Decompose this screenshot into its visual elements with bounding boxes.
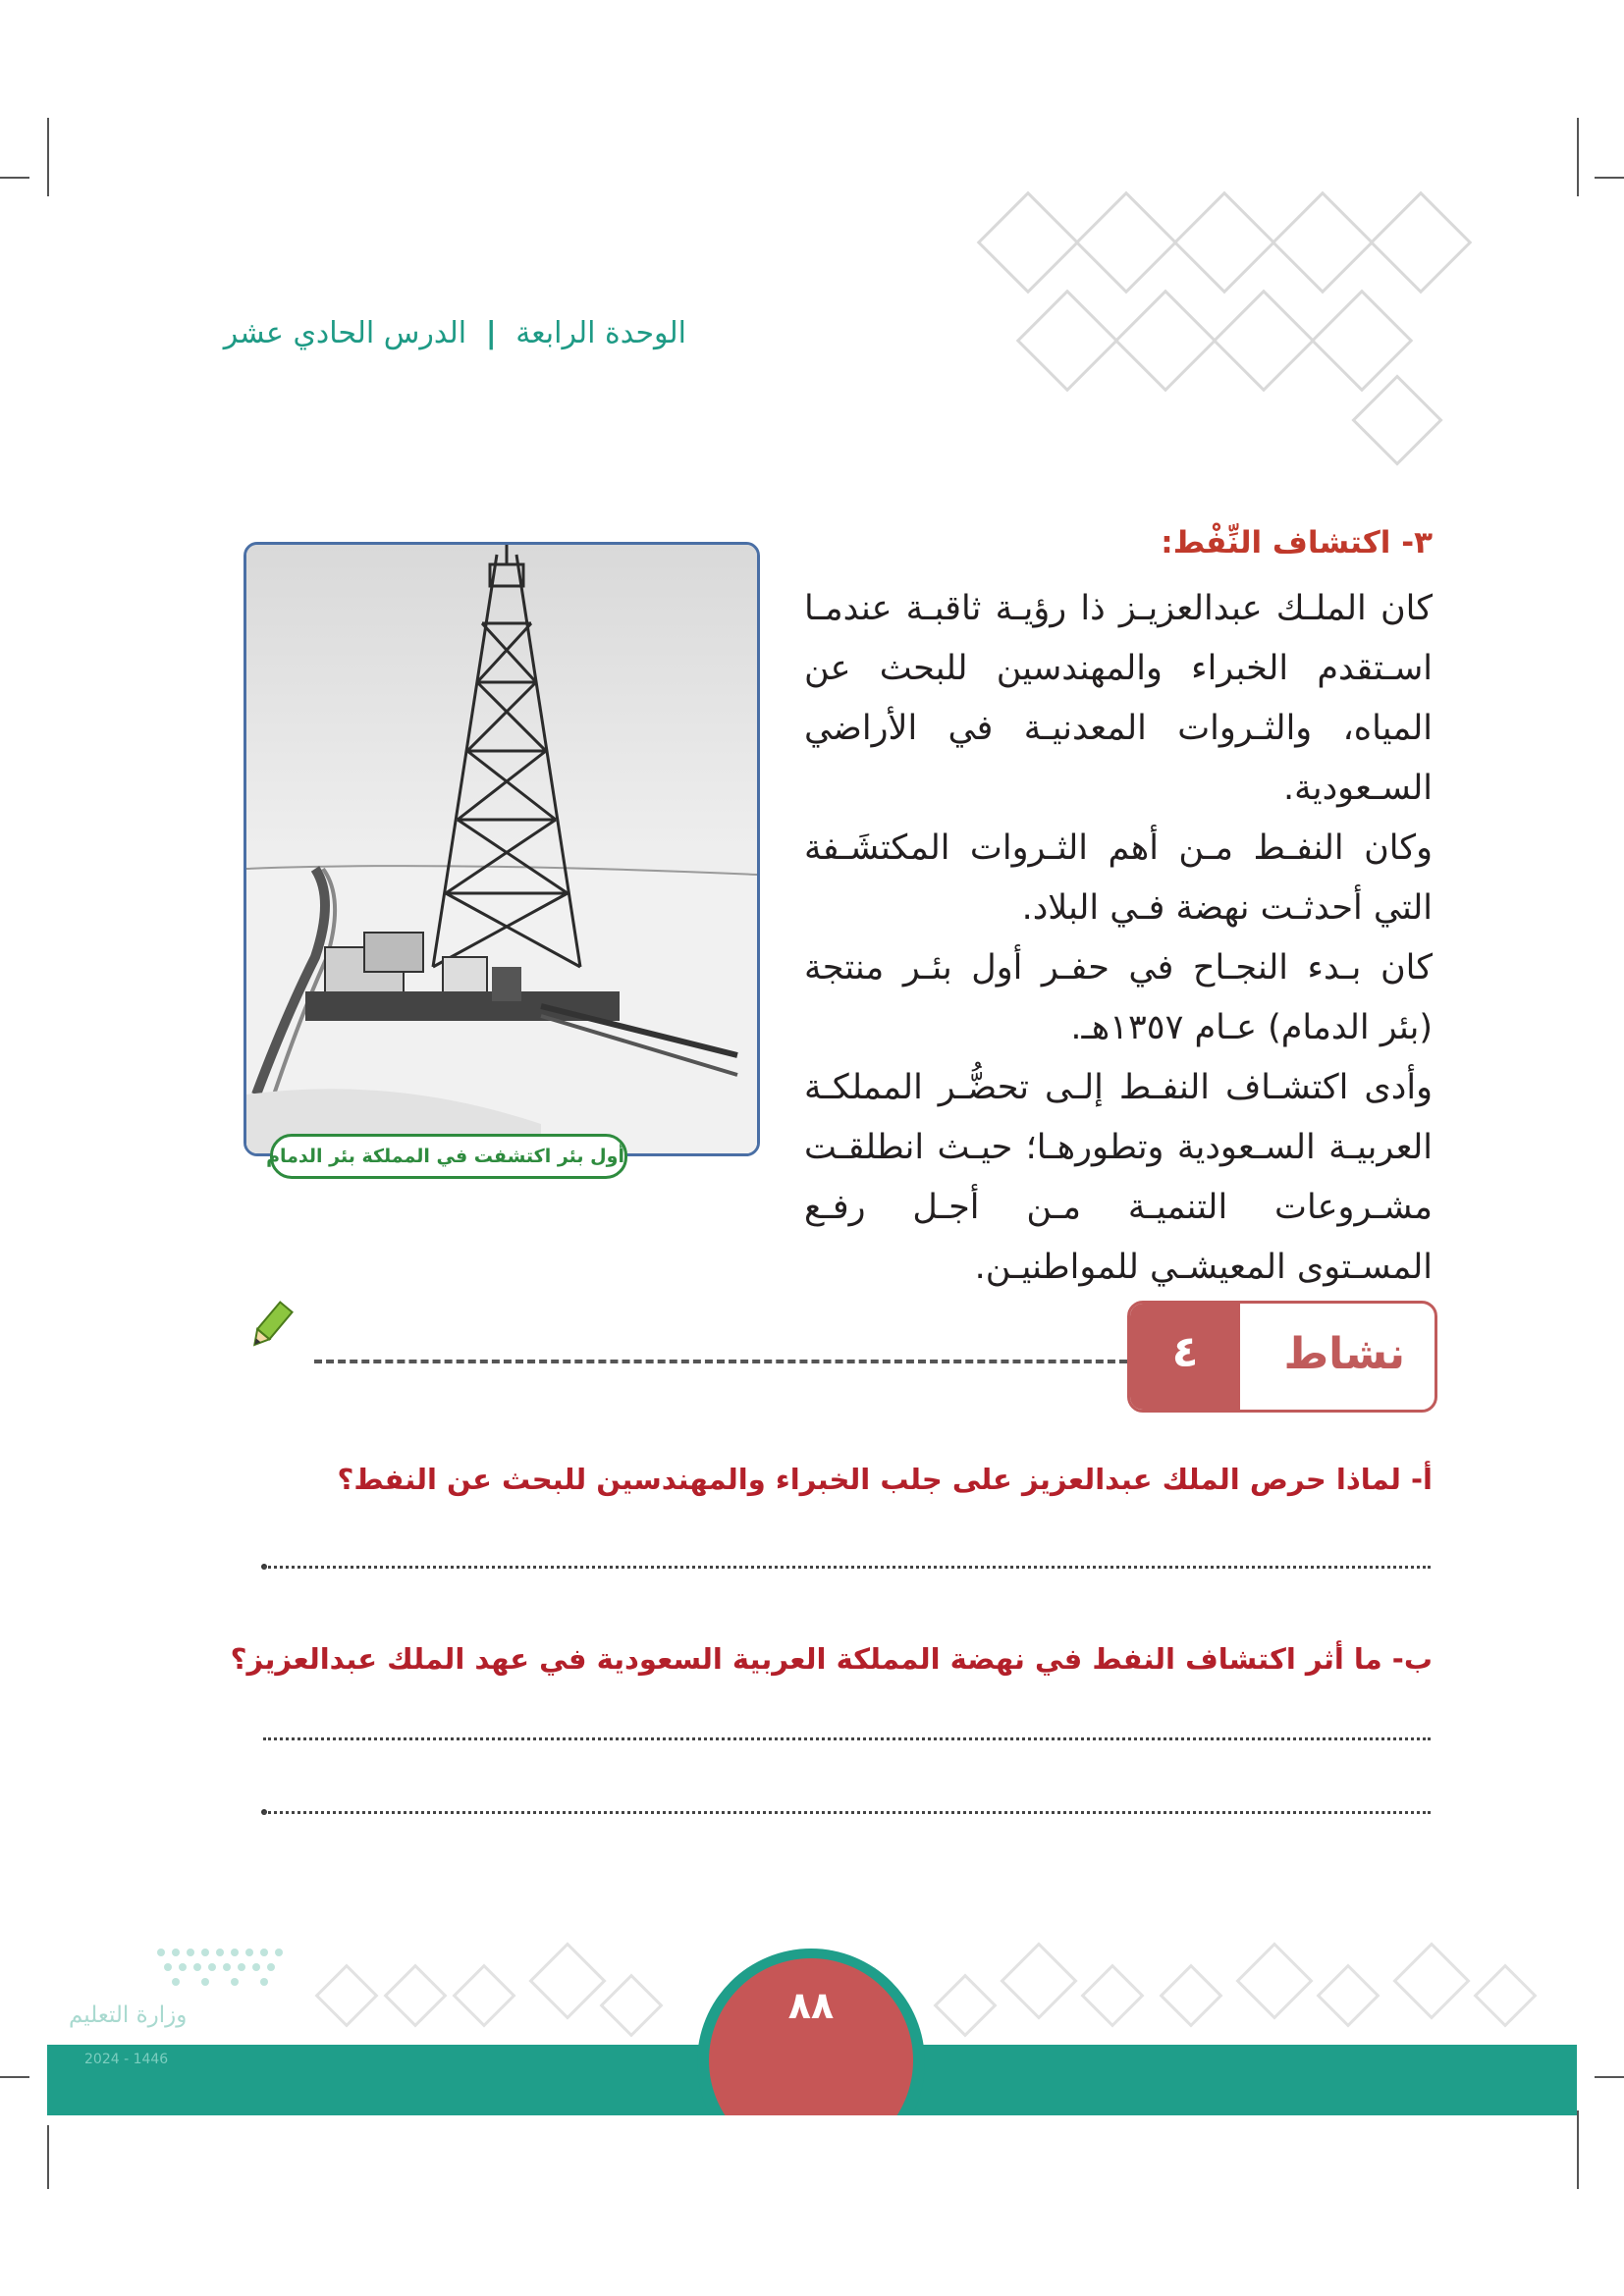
ministry-year: 2024 - 1446 bbox=[84, 2052, 169, 2067]
pencil-icon bbox=[244, 1298, 298, 1353]
section-heading: ٣- اكتشاف النِّفْط: bbox=[1161, 525, 1433, 561]
oil-well-photo bbox=[244, 542, 760, 1156]
crop-mark bbox=[1577, 2110, 1579, 2189]
paragraph: وأدى اكتشـاف النفـط إلـى تحضُّـر المملكـة العربيـة السـعودية وتطورهـا؛ حيـث انطلقـت مشـروعات التنميـة مـن أجـل رفـع المسـتوى المعيشـي للمواطنيـن. bbox=[804, 1068, 1433, 1287]
activity-badge bbox=[1127, 1301, 1437, 1413]
oil-rig-illustration bbox=[246, 545, 757, 1153]
activity-divider bbox=[314, 1360, 1127, 1363]
unit-label: الوحدة الرابعة bbox=[515, 316, 686, 350]
activity-number: ٤ bbox=[1130, 1304, 1240, 1410]
photo-caption: أول بئر اكتشفت في المملكة بئر الدمام bbox=[270, 1134, 627, 1179]
paragraph: كان بـدء النجـاح في حفـر أول بئـر منتجة (بئر الدمام) عـام ١٣٥٧هـ. bbox=[804, 948, 1433, 1047]
page-number: ٨٨ bbox=[787, 1984, 835, 2027]
crop-mark bbox=[1595, 177, 1624, 179]
section-body bbox=[804, 579, 1433, 1298]
crop-mark bbox=[47, 118, 49, 196]
crop-mark bbox=[1577, 118, 1579, 196]
activity-label: نشاط bbox=[1283, 1329, 1405, 1379]
question-a: أ- لماذا حرص الملك عبدالعزيز على جلب الخبراء والمهندسين للبحث عن النفط؟ bbox=[337, 1463, 1433, 1496]
title-separator: | bbox=[485, 316, 497, 350]
lesson-label: الدرس الحادي عشر bbox=[223, 316, 467, 350]
paragraph: كان الملـك عبدالعزيـز ذا رؤيـة ثاقبـة عندمـا اسـتقدم الخبراء والمهندسين للبحث عن المياه، والثـروات المعدنيـة في الأراضي السـعودية. bbox=[804, 589, 1433, 808]
ministry-name: وزارة التعليم bbox=[69, 2002, 188, 2028]
paragraph: وكان النفـط مـن أهم الثـروات المكتشَـفة التي أحدثـت نهضة فـي البلاد. bbox=[804, 828, 1433, 928]
crop-mark bbox=[1595, 2076, 1624, 2078]
answer-line[interactable] bbox=[263, 1811, 1431, 1814]
crop-mark bbox=[0, 2076, 29, 2078]
question-b: ب- ما أثر اكتشاف النفط في نهضة المملكة العربية السعودية في عهد الملك عبدالعزيز؟ bbox=[230, 1642, 1433, 1676]
answer-line[interactable] bbox=[263, 1737, 1431, 1740]
page-number-mask bbox=[687, 2115, 943, 2214]
unit-lesson-title bbox=[224, 316, 686, 350]
answer-line[interactable] bbox=[263, 1566, 1431, 1569]
crop-mark bbox=[0, 177, 29, 179]
